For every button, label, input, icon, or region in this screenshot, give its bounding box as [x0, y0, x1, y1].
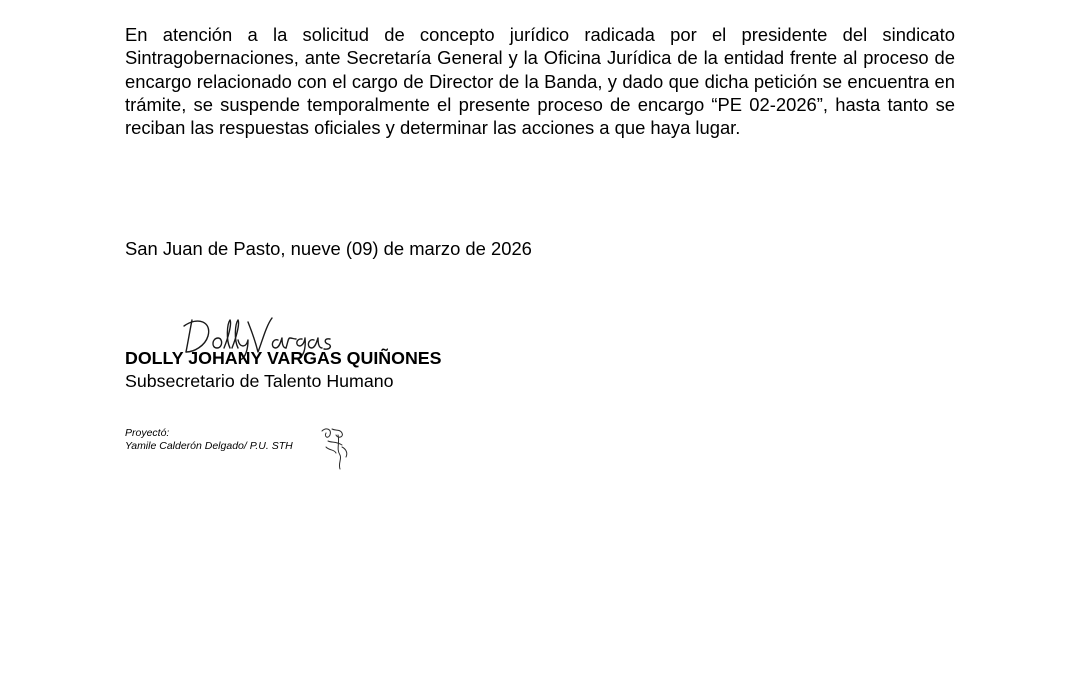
signer-title: Subsecretario de Talento Humano: [125, 371, 394, 391]
body-paragraph: En atención a la solicitud de concepto jurídico radicada por el presidente del sindicato Sintragobernaciones, ante Secretaría General y la Oficina Jurídica de la entidad frente al proceso de encargo relacionado con el cargo de Director de la Banda, y dado que dicha petición se encuentra en trámite, se suspende temporalmente el presente proceso de encargo “PE 02-2026”, hasta tanto se reciban las respuestas oficiales y determinar las acciones a que haya lugar.: [125, 24, 955, 139]
signer-name: DOLLY JOHANY VARGAS QUIÑONES: [125, 348, 442, 368]
place-and-date: San Juan de Pasto, nueve (09) de marzo de 2026: [125, 238, 532, 259]
handwritten-initials: [318, 425, 350, 471]
prepared-by-label: Proyectó:: [125, 427, 170, 439]
prepared-by-name: Yamile Calderón Delgado/ P.U. STH: [125, 440, 293, 452]
